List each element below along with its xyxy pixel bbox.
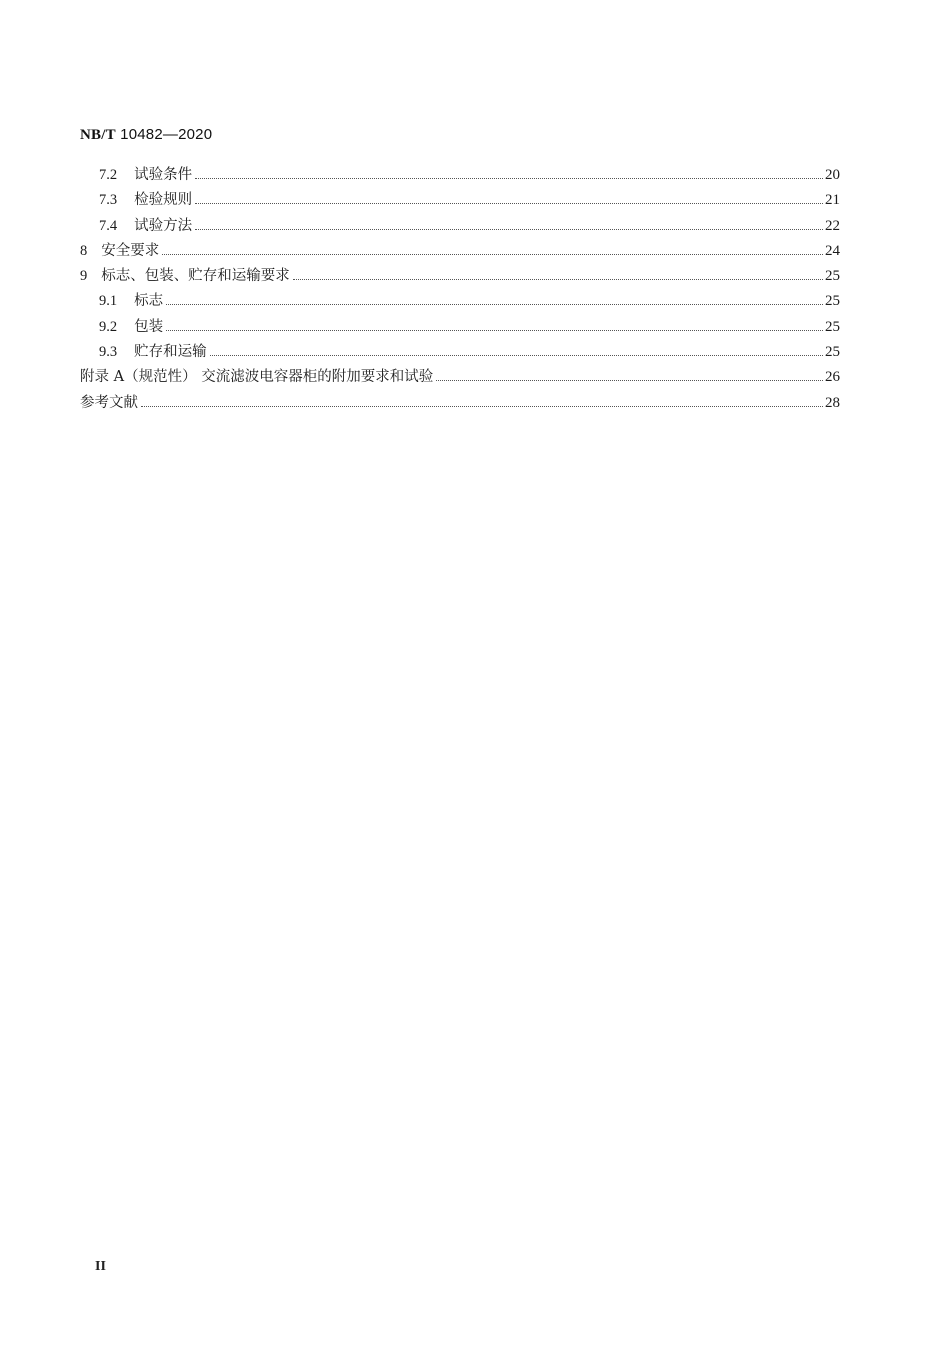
toc-leader-dots — [210, 354, 823, 356]
toc-entry[interactable] — [80, 163, 840, 188]
toc-entry-page: 25 — [825, 293, 840, 310]
toc-entry[interactable] — [80, 391, 840, 416]
toc-entry-number: 7.3 — [99, 192, 118, 209]
standard-code: 10482—2020 — [115, 126, 213, 143]
table-of-contents — [80, 163, 840, 416]
page-number: II — [95, 1259, 106, 1274]
toc-entry[interactable] — [80, 188, 840, 213]
toc-entry[interactable] — [80, 264, 840, 289]
toc-entry-page: 20 — [825, 167, 840, 183]
toc-entry[interactable] — [80, 315, 840, 340]
toc-entry[interactable] — [80, 340, 840, 365]
standard-number — [80, 126, 212, 144]
toc-entry-number: 7.2 — [99, 167, 118, 183]
toc-entry-number: 7.4 — [99, 217, 118, 234]
standard-prefix: NB/T — [80, 127, 116, 143]
toc-entry-page: 25 — [825, 318, 840, 335]
toc-entry[interactable] — [80, 365, 840, 390]
toc-entry-title: 试验方法 — [134, 217, 193, 234]
toc-entry[interactable] — [80, 214, 840, 239]
toc-entry-page: 28 — [825, 394, 840, 411]
toc-entry-title: 检验规则 — [134, 192, 193, 209]
toc-entry-number: 9.3 — [99, 344, 118, 361]
toc-entry-page: 22 — [825, 217, 840, 234]
toc-leader-dots — [195, 228, 823, 230]
toc-leader-dots — [141, 405, 823, 407]
toc-entry-number: 9.1 — [99, 293, 118, 310]
toc-entry-page: 21 — [825, 192, 840, 209]
toc-entry-title: 附录 A（规范性） 交流滤波电容器柜的附加要求和试验 — [80, 369, 434, 386]
toc-entry-number: 9 — [80, 268, 88, 285]
toc-entry-page: 25 — [825, 344, 840, 361]
toc-entry-title: 包装 — [134, 318, 164, 335]
toc-leader-dots — [293, 278, 823, 280]
toc-entry-number: 8 — [80, 242, 88, 259]
toc-entry-title: 标志、包装、贮存和运输要求 — [101, 268, 290, 285]
toc-entry-page: 26 — [825, 369, 840, 386]
toc-entry-title: 标志 — [134, 293, 164, 310]
toc-entry[interactable] — [80, 289, 840, 314]
toc-leader-dots — [195, 177, 823, 179]
toc-leader-dots — [162, 253, 823, 255]
toc-entry-title: 试验条件 — [134, 167, 193, 183]
toc-entry-page: 25 — [825, 268, 840, 285]
toc-entry[interactable] — [80, 239, 840, 264]
toc-entry-title: 贮存和运输 — [134, 344, 207, 361]
toc-leader-dots — [166, 329, 823, 331]
toc-entry-number: 9.2 — [99, 318, 118, 335]
toc-leader-dots — [195, 202, 823, 204]
toc-leader-dots — [166, 303, 823, 305]
toc-entry-page: 24 — [825, 242, 840, 259]
toc-leader-dots — [436, 379, 823, 381]
toc-entry-title: 参考文献 — [80, 394, 138, 411]
toc-entry-title: 安全要求 — [101, 242, 160, 259]
